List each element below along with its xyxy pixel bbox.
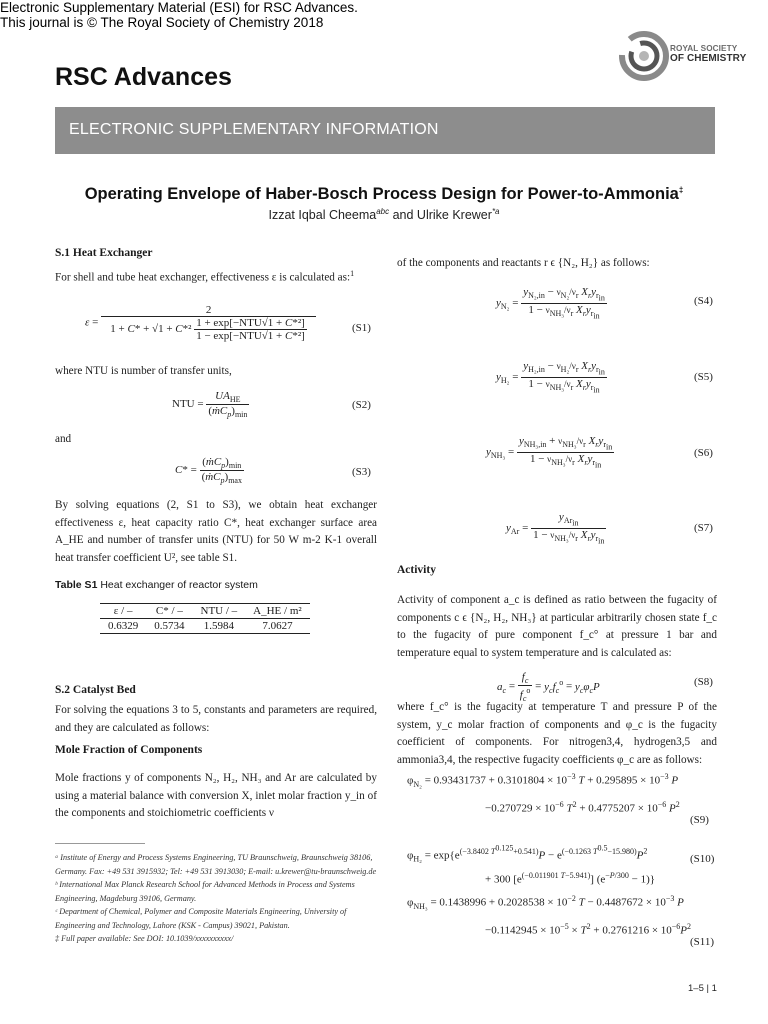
s1-paragraph: [55, 265, 377, 287]
esi-header: [0, 0, 358, 30]
equation-s10-line2: + 300 $[e^{(-0.011901 T-5.941)}] (e^{-P/300} - 1)$}: [485, 871, 656, 886]
and-text: and: [55, 433, 72, 445]
page-number: 1–5 | 1: [688, 983, 717, 994]
paper-title: [0, 185, 768, 204]
esi-banner: [55, 107, 715, 154]
title-footnote-mark: ‡: [678, 185, 684, 195]
equation-s8: $a_c$ = $\frac{f_c}{f_c^o}$ = $y_cf_c^o = y_c\varphi_cP$: [497, 671, 600, 704]
s1-ref: 1: [350, 269, 355, 278]
esi-line-1: Electronic Supplementary Material (ESI) for RSC Advances.: [0, 0, 358, 15]
eq-number-s6: (S6): [694, 447, 713, 459]
table-cell: 0.6329: [108, 620, 139, 632]
activity-heading: Activity: [397, 564, 436, 576]
eq-number-s1: (S1): [352, 322, 371, 334]
rsc-logo-text: [670, 44, 746, 63]
table-row: [100, 619, 310, 634]
authors-and: and Ulrike Krewer: [389, 208, 492, 223]
equation-s9-line2: $-0.270729 \times 10^{-6}$ $T^2 + 0.4775207 \times 10^{-6}$ $P^2$: [485, 800, 680, 815]
table-s1-caption: [55, 579, 258, 591]
footnote-c: ᶜ Department of Chemical, Polymer and Composite Materials Engineering, University of Engineering and Technology, Lahore (KSK - Campus) 39021, Pakistan.: [55, 907, 347, 930]
equation-s5: $y_{H_2}$ = $\frac{y_{H_2,in} - \nu_{H_2}/\nu_r X_ry_{r_{in}}}{1 - \nu_{NH_3}/\nu_r X_ry_{r_{in}}}$: [496, 360, 605, 395]
esi-line-2: This journal is © The Royal Society of Chemistry 2018: [0, 15, 324, 30]
mole-fraction-heading: Mole Fraction of Components: [55, 744, 203, 756]
logo-line-2: OF CHEMISTRY: [670, 52, 747, 64]
s1-paragraph-text: For shell and tube heat exchanger, effectiveness ε is calculated as:: [55, 271, 351, 284]
esi-banner-text: ELECTRONIC SUPPLEMENTARY INFORMATION: [69, 121, 439, 138]
fugacity-paragraph: where f_c° is the fugacity at temperature T and pressure P of the system, y_c molar fraction of components and φ_c is the fugacity coefficient of components. For nitrogen3,4, hydrogen3,5 and ammonia3,4, the respective fugacity coefficients φ_c are as follows:: [397, 701, 717, 766]
components-paragraph: of the components and reactants r ϵ {N₂, H₂} as follows:: [397, 257, 650, 269]
eq-number-s11: (S11): [690, 936, 715, 948]
eq-number-s3: (S3): [352, 466, 371, 478]
table-header-cell: NTU / –: [200, 605, 238, 617]
activity-paragraph: Activity of component a_c is defined as ratio between the fugacity of components c ϵ {N₂, H₂, NH₃} at particular arbitrarily chosen state f_c to the fugacity of pure component f_c° at pressure 1 bar and temperature equal to system temperature and is calculated as:: [397, 594, 717, 659]
equation-s11-line1: $\varphi_{NH_3} = 0.1438996 + 0.2028538 \times 10^{-2}$ $T - 0.4487672 \times 10^{-3}$ P: [407, 894, 684, 911]
author-1: Izzat Iqbal Cheema: [268, 208, 377, 223]
table-cell: 7.0627: [262, 620, 293, 632]
footnote-a: ᵃ Institute of Energy and Process Systems Engineering, TU Braunschweig, Braunschweig 38106, Germany. Fax: +49 531 3915932; Tel: +49 531 3913030; E-mail: u.krewer@tu-braunschweig.de: [55, 853, 377, 876]
authors: [0, 207, 768, 222]
s1-results-paragraph: By solving equations (2, S1 to S3), we obtain heat exchanger effectiveness ε, heat capacity ratio C*, heat exchanger surface area A_HE and number of transfer units (NTU) for 50 W m-2 K-1 overall heat transfer coefficient U², see table S1.: [55, 499, 377, 564]
footnote-b: ᵇ International Max Planck Research School for Advanced Methods in Process and Systems Engineering, Magdeburg 39106, Germany.: [55, 880, 355, 903]
section-s1-heading: S.1 Heat Exchanger: [55, 247, 153, 259]
table-header-cell: C* / –: [155, 605, 183, 617]
equation-s11-line2: $-0.1142945 \times 10^{-5} \times T^2 + 0.2761216 \times 10^{-6}P^2$: [485, 922, 692, 937]
equation-s3: C* = $\frac{(ṁC_p)_{min}}{(ṁC_p)_{max}}$: [175, 456, 242, 486]
table-s1-caption-text: Heat exchanger of reactor system: [97, 579, 258, 591]
table-header-row: [100, 604, 310, 619]
footnotes: [55, 851, 380, 946]
equation-s9-line1: $\varphi_{N_2} = 0.93431737 + 0.3101804 \times 10^{-3}$ $T + 0.295895 \times 10^{-3}$ P: [407, 772, 679, 789]
table-s1-label: Table S1: [55, 579, 98, 591]
footnote-divider: [55, 843, 145, 844]
equation-s1: ε = 2 1 + C* + √1 + C*² $\frac{\text{1 + exp[−NTU√1 + C*²]}}{\text{1 − exp[−NTU√1 + C*²]}}$: [85, 304, 316, 342]
logo-line-1: ROYAL SOCIETY: [670, 44, 738, 53]
eq-number-s2: (S2): [352, 399, 371, 411]
eq-number-s5: (S5): [694, 371, 713, 383]
table-header-cell: A_HE / m²: [253, 605, 302, 617]
equation-s6: $y_{NH_3}$ = $\frac{y_{NH_3,in} + \nu_{NH_3}/\nu_r X_ry_{r_{in}}}{1 - \nu_{NH_3}/\nu_r X_ry_{r_{in}}}$: [486, 435, 613, 470]
equation-s2: NTU = $\frac{UA_{HE}}{(ṁC_p)_{min}}$: [172, 390, 248, 420]
table-header-cell: ε / –: [113, 605, 133, 617]
table-cell: 1.5984: [203, 620, 234, 632]
ntu-text: where NTU is number of transfer units,: [55, 365, 232, 377]
mole-fraction-paragraph: Mole fractions y of components N₂, H₂, NH₃ and Ar are calculated by using a material balance with conversion X, inlet molar fraction y_in of the components and stoichiometric coefficients ν: [55, 772, 377, 819]
equation-s4: $y_{N_2}$ = $\frac{y_{N_2,in} - \nu_{N_2}/\nu_r X_ry_{r_{in}}}{1 - \nu_{NH_3}/\nu_r X_ry_{r_{in}}}$: [496, 286, 605, 321]
eq-number-s9: (S9): [690, 814, 709, 826]
eq-number-s10: (S10): [690, 853, 715, 865]
section-s2-heading: S.2 Catalyst Bed: [55, 684, 136, 696]
author-2-affiliation: *a: [491, 207, 500, 216]
eq-number-s4: (S4): [694, 295, 713, 307]
equation-s7: $y_{Ar}$ = $\frac{y_{Ar_{in}}}{1 - \nu_{NH_3}/\nu_r X_ry_{r_{in}}}$: [506, 511, 605, 546]
footnote-doi: ‡ Full paper available: See DOI: 10.1039/xxxxxxxxxx/: [55, 934, 234, 943]
table-cell: 0.5734: [154, 620, 185, 632]
s2-paragraph: For solving the equations 3 to 5, constants and parameters are required, and they are calculated as follows:: [55, 704, 377, 734]
journal-name: RSC Advances: [55, 63, 232, 91]
eq-number-s7: (S7): [694, 522, 713, 534]
table-s1: [100, 603, 310, 634]
equation-s10-line1: $\varphi_{H_2} = \exp\{e^{(-3.8402 T^{0.125}+0.541)}P - e^{(-0.1263 T^{0.5}-15.980)}P^2$: [407, 843, 648, 864]
eq-number-s8: (S8): [694, 676, 713, 688]
author-1-affiliation: abc: [376, 207, 390, 216]
paper-title-text: Operating Envelope of Haber-Bosch Process Design for Power-to-Ammonia: [84, 185, 679, 203]
